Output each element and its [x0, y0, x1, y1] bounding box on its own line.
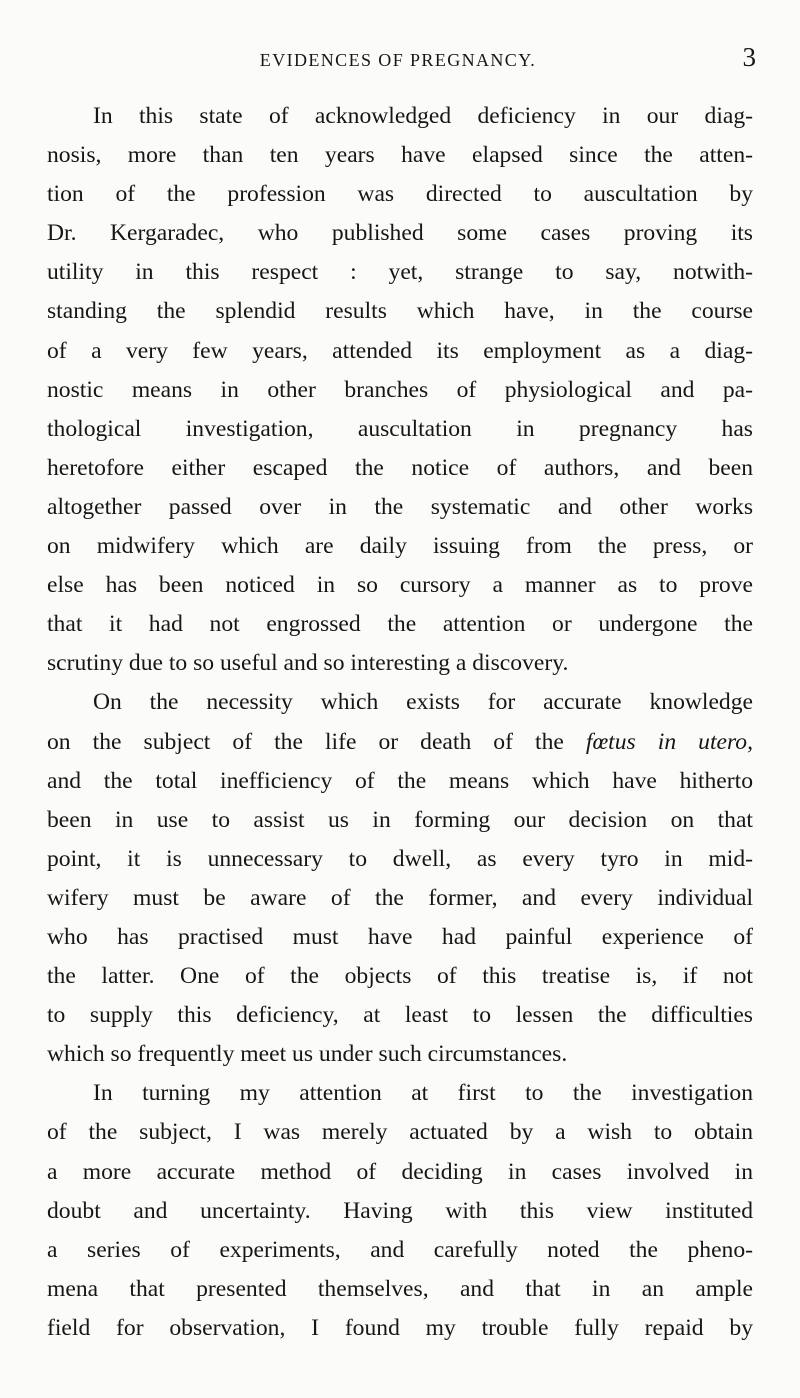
text-line: to supply this deficiency, at least to lessen the difficulties [47, 1002, 753, 1029]
text-line: on midwifery which are daily issuing from the press, or [47, 533, 753, 560]
page-number: 3 [742, 42, 756, 72]
text-line: else has been noticed in so cursory a manner as to prove [47, 572, 753, 599]
text-line: a more accurate method of deciding in cases involved in [47, 1158, 753, 1185]
text-line: On the necessity which exists for accurate knowledge [93, 689, 753, 716]
text-line: Dr. Kergaradec, who published some cases proving its [47, 220, 753, 247]
text-line: thological investigation, auscultation in pregnancy has [47, 415, 753, 442]
text-line: In this state of acknowledged deficiency in our diag- [93, 103, 753, 129]
italic-term: fœtus in utero, [585, 728, 753, 755]
text-line: point, it is unnecessary to dwell, as every tyro in mid- [47, 845, 753, 872]
body-text [47, 97, 753, 1348]
running-title: EVIDENCES OF PREGNANCY. [259, 50, 537, 70]
text-line: nosis, more than ten years have elapsed since the atten- [47, 142, 753, 169]
text-line: of the subject, I was merely actuated by a wish to obtain [47, 1119, 753, 1146]
text-line: nostic means in other branches of physiological and pa- [47, 376, 753, 403]
text-line: field for observation, I found my trouble fully repaid by [47, 1314, 753, 1341]
text-line: that it had not engrossed the attention or undergone the [47, 611, 753, 638]
text-line: utility in this respect : yet, strange to say, notwith- [47, 259, 753, 286]
text-line: which so frequently meet us under such circumstances. [47, 1041, 568, 1068]
text-line: scrutiny due to so useful and so interesting a discovery. [47, 650, 569, 677]
text-line: the latter. One of the objects of this treatise is, if not [47, 963, 753, 990]
text-line: who has practised must have had painful experience of [47, 923, 753, 950]
text-line: tion of the profession was directed to auscultation by [47, 181, 753, 208]
text-line: heretofore either escaped the notice of authors, and been [47, 454, 753, 481]
text-line: altogether passed over in the systematic and other works [47, 493, 753, 520]
text-line: mena that presented themselves, and that in an ample [47, 1275, 753, 1302]
text-run: on the subject of the life or death of the [47, 728, 586, 755]
running-head [40, 40, 756, 80]
text-line: of a very few years, attended its employment as a diag- [47, 337, 753, 364]
text-line: In turning my attention at first to the investigation [93, 1080, 753, 1107]
text-line: been in use to assist us in forming our decision on that [47, 806, 753, 833]
text-line-with-italic [47, 723, 753, 762]
text-line: doubt and uncertainty. Having with this view instituted [47, 1197, 753, 1224]
text-line: standing the splendid results which have, in the course [47, 298, 753, 325]
text-line: wifery must be aware of the former, and every individual [47, 884, 753, 911]
text-line: and the total inefficiency of the means which have hitherto [47, 767, 753, 794]
text-line: a series of experiments, and carefully noted the pheno- [47, 1236, 753, 1263]
